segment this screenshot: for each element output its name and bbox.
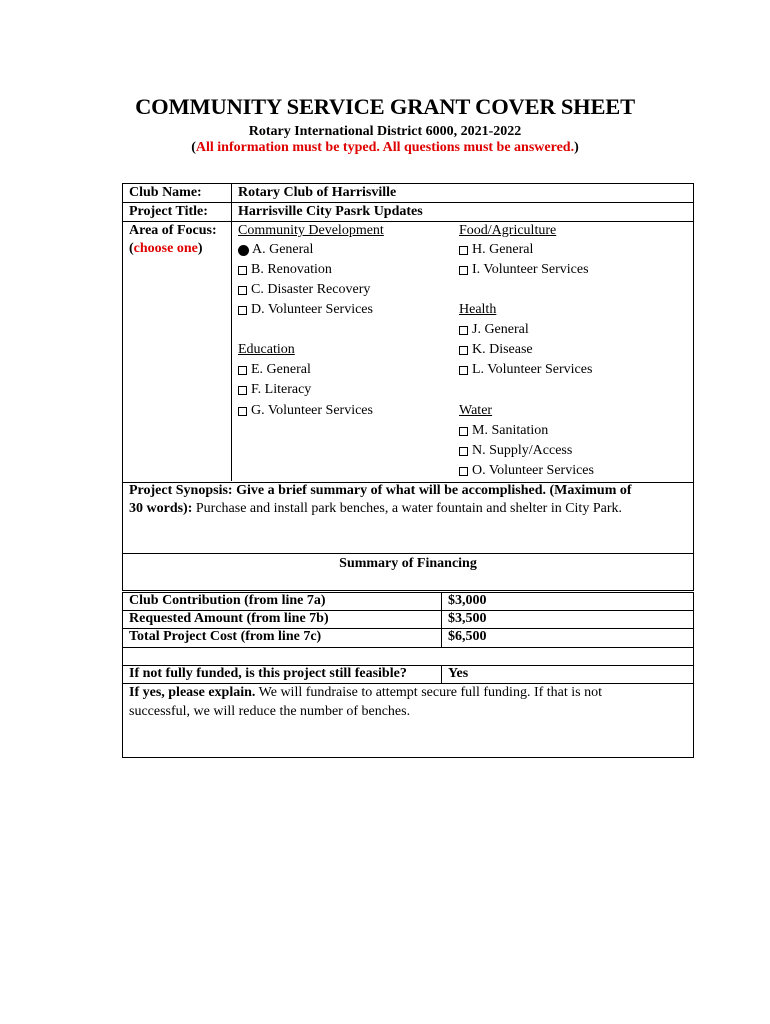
checkbox-icon bbox=[238, 286, 247, 295]
option-h-general[interactable]: H. General bbox=[459, 240, 533, 260]
checkbox-icon bbox=[459, 326, 468, 335]
explanation-text[interactable]: If yes, please explain. We will fundraise to attempt secure full funding. If that is not successful, we will reduce the number of benches. bbox=[129, 685, 602, 719]
group-heading-water: Water bbox=[459, 403, 493, 418]
option-c-disaster-recovery[interactable]: C. Disaster Recovery bbox=[238, 280, 370, 300]
checkbox-icon bbox=[238, 266, 247, 275]
checkbox-icon bbox=[238, 306, 247, 315]
district-subtitle: Rotary International District 6000, 2021-2022 bbox=[248, 124, 522, 139]
checkbox-icon bbox=[459, 447, 468, 456]
page-title: COMMUNITY SERVICE GRANT COVER SHEET bbox=[135, 94, 635, 119]
checkbox-icon bbox=[459, 366, 468, 375]
area-of-focus-label: Area of Focus: bbox=[129, 223, 217, 238]
checkbox-icon bbox=[459, 427, 468, 436]
option-g-volunteer-services[interactable]: G. Volunteer Services bbox=[238, 401, 373, 421]
club-name-value[interactable]: Rotary Club of Harrisville bbox=[238, 185, 397, 200]
synopsis-line2[interactable]: 30 words): Purchase and install park benches, a water fountain and shelter in City Park. bbox=[129, 501, 622, 516]
checkbox-icon bbox=[238, 366, 247, 375]
group-heading-community-development: Community Development bbox=[238, 223, 384, 238]
project-title-value[interactable]: Harrisville City Pasrk Updates bbox=[238, 204, 423, 219]
group-heading-education: Education bbox=[238, 342, 295, 357]
option-n-supply-access[interactable]: N. Supply/Access bbox=[459, 441, 572, 461]
synopsis-prompt: Project Synopsis: Give a brief summary of what will be accomplished. (Maximum of bbox=[129, 483, 632, 498]
option-o-volunteer-services[interactable]: O. Volunteer Services bbox=[459, 461, 594, 481]
checkbox-icon bbox=[459, 266, 468, 275]
checkbox-icon bbox=[459, 346, 468, 355]
checkbox-icon bbox=[238, 386, 247, 395]
club-contribution-label: Club Contribution (from line 7a) bbox=[129, 593, 326, 608]
feasibility-question: If not fully funded, is this project still feasible? bbox=[129, 666, 407, 681]
club-contribution-value[interactable]: $3,000 bbox=[448, 593, 487, 608]
checkbox-icon bbox=[459, 467, 468, 476]
synopsis-answer: Purchase and install park benches, a water fountain and shelter in City Park. bbox=[195, 501, 622, 516]
total-project-cost-label: Total Project Cost (from line 7c) bbox=[129, 629, 322, 644]
instructions-text: All information must be typed. All questions must be answered. bbox=[195, 140, 575, 155]
option-e-general[interactable]: E. General bbox=[238, 360, 311, 380]
option-d-volunteer-services[interactable]: D. Volunteer Services bbox=[238, 300, 373, 320]
financing-heading: Summary of Financing bbox=[339, 556, 477, 571]
requested-amount-label: Requested Amount (from line 7b) bbox=[129, 611, 329, 626]
club-name-label: Club Name: bbox=[129, 185, 202, 200]
option-b-renovation[interactable]: B. Renovation bbox=[238, 260, 332, 280]
option-i-volunteer-services[interactable]: I. Volunteer Services bbox=[459, 260, 589, 280]
option-m-sanitation[interactable]: M. Sanitation bbox=[459, 421, 548, 441]
choose-one-note: (choose one) bbox=[129, 241, 203, 256]
option-l-volunteer-services[interactable]: L. Volunteer Services bbox=[459, 360, 592, 380]
option-k-disease[interactable]: K. Disease bbox=[459, 340, 533, 360]
total-project-cost-value[interactable]: $6,500 bbox=[448, 629, 487, 644]
requested-amount-value[interactable]: $3,500 bbox=[448, 611, 487, 626]
option-f-literacy[interactable]: F. Literacy bbox=[238, 380, 311, 400]
checkbox-icon bbox=[238, 407, 247, 416]
filled-radio-icon bbox=[238, 245, 249, 256]
project-title-label: Project Title: bbox=[129, 204, 208, 219]
option-j-general[interactable]: J. General bbox=[459, 320, 529, 340]
feasibility-answer[interactable]: Yes bbox=[448, 666, 469, 681]
explain-label: If yes, please explain. bbox=[129, 685, 256, 700]
group-heading-food-agriculture: Food/Agriculture bbox=[459, 223, 557, 238]
checkbox-icon bbox=[459, 246, 468, 255]
option-a-general[interactable]: A. General bbox=[238, 240, 313, 260]
instructions-notice: (All information must be typed. All questions must be answered.) bbox=[191, 140, 579, 155]
group-heading-health: Health bbox=[459, 302, 497, 317]
